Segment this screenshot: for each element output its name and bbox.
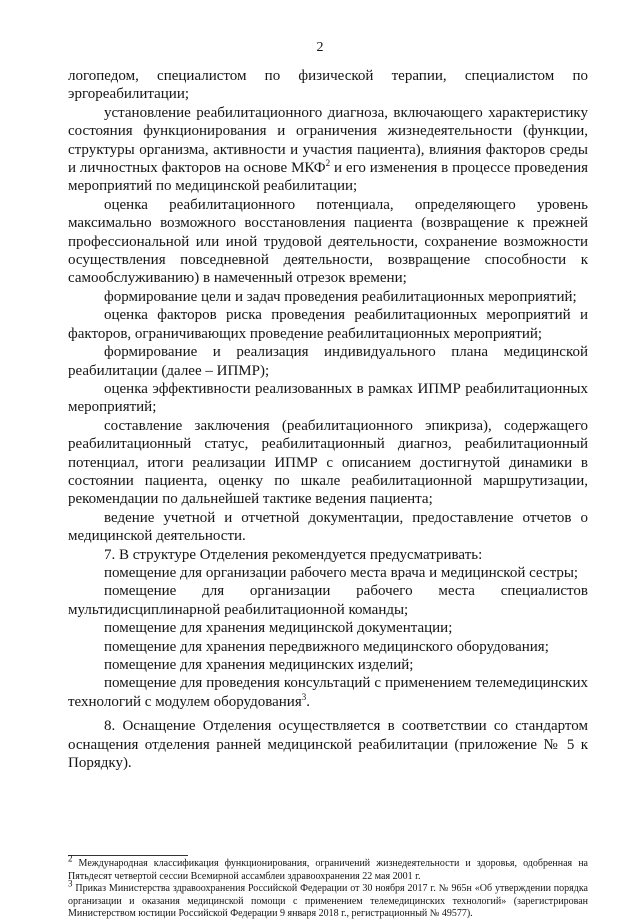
footnote: $^3$ Приказ Министерства здравоохранения Российской Федерации от 30 ноября 2017 г. № 965н «Об утверждении порядка организации и оказания медицинской помощи с применением телемедицинских технологий» (зарегистрирован Министерством юстиции Российской Федерации 9 января 2018 г., регистрационный № 49577). — [68, 878, 588, 919]
paragraph: помещение для организации рабочего места врача и медицинской сестры; — [104, 564, 579, 581]
paragraph: формирование и реализация индивидуального плана медицинской реабилитации (далее – ИПМР); — [68, 344, 588, 379]
paragraph: помещение для организации рабочего места специалистов мультидисциплинарной реабилитационной команды; — [68, 583, 588, 618]
document-body — [68, 67, 588, 772]
paragraph: оценка реабилитационного потенциала, определяющего уровень максимально возможного восстановления пациента (возвращение к прежней профессиональной или иной трудовой деятельности, сохранение возможности осуществления повседневной деятельности, возвращение способности к самообслуживанию) в намеченный отрезок времени; — [68, 196, 588, 287]
page-number: 2 — [316, 40, 324, 55]
footnote: $^2$ Международная классификация функционирования, ограничений жизнедеятельности и здоровья, одобренная на Пятьдесят четвертой сессии Всемирной ассамблеи здравоохранения 22 мая 2001 г. — [68, 853, 588, 882]
footnotes — [68, 853, 588, 921]
paragraph: ведение учетной и отчетной документации, предоставление отчетов о медицинской деятельности. — [68, 509, 588, 545]
paragraph: помещение для хранения медицинских изделий; — [104, 657, 414, 673]
section-heading: 7. В структуре Отделения рекомендуется предусматривать: — [104, 546, 483, 563]
paragraph: помещение для хранения передвижного медицинского оборудования; — [104, 638, 549, 655]
paragraph: логопедом, специалистом по физической терапии, специалистом по эргореабилитации; — [68, 68, 588, 103]
footnote-divider — [68, 855, 188, 856]
paragraph: оценка факторов риска проведения реабилитационных мероприятий и факторов, ограничивающих проведение реабилитационных мероприятий; — [68, 307, 588, 342]
paragraph: помещение для хранения медицинской документации; — [104, 620, 453, 637]
paragraph: формирование цели и задач проведения реабилитационных мероприятий; — [104, 288, 577, 305]
paragraph: оценка эффективности реализованных в рамках ИПМР реабилитационных мероприятий; — [68, 380, 588, 416]
paragraph: 8. Оснащение Отделения осуществляется в соответствии со стандартом оснащения отделения ранней медицинской реабилитации (приложение № 5 к Порядку). — [68, 718, 588, 772]
paragraph: установление реабилитационного диагноза, включающего характеристику состояния функционирования и ограничения жизнедеятельности (функции, структуры организма, активности и участия пациента), влияния факторов среды и личностных факторов на основе МКФ$^2$ и его изменения в процессе проведения мероприятий по медицинской реабилитации; — [68, 104, 589, 195]
paragraph: составление заключения (реабилитационного эпикриза), содержащего реабилитационный статус, реабилитационный диагноз, реабилитационный потенциал, итоги реализации ИПМР с описанием достигнутой динамики в состоянии пациента, оценку по шкале реабилитационной маршрутизации, рекомендации по дальнейшей тактике ведения пациента; — [68, 417, 588, 508]
footnote-ref: 2 — [325, 158, 331, 169]
paragraph: помещение для проведения консультаций с применением телемедицинских технологий с модулем оборудования$^3$. — [68, 675, 588, 710]
footnote-ref: 3 — [301, 691, 307, 702]
